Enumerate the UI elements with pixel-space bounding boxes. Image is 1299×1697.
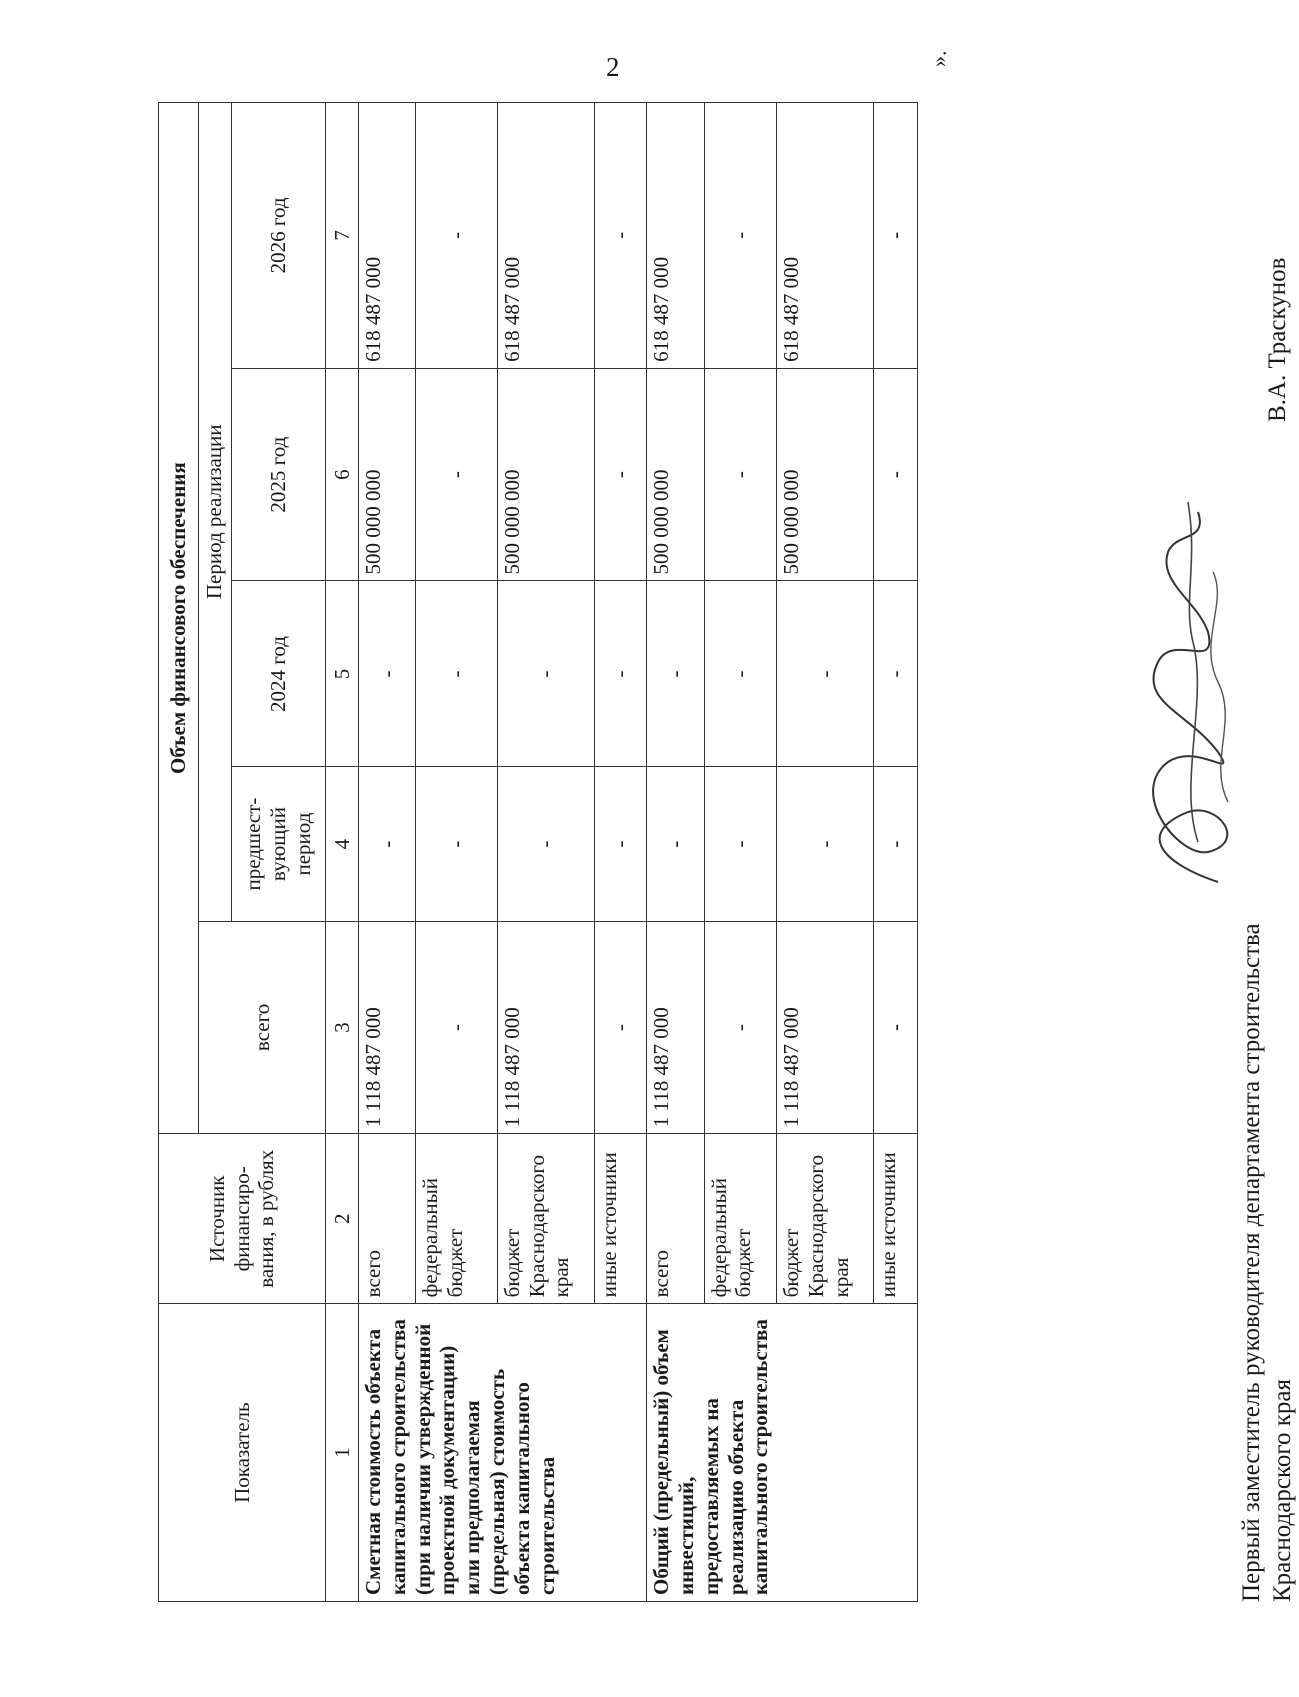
y2024-cell: - [873,581,917,767]
source-cell: иные источники [873,1134,917,1304]
y2025-cell: 500 000 000 [359,368,416,581]
rotated-sheet [148,50,1297,1602]
header-previous: предшест-вующий период [231,767,326,921]
col-number: 3 [326,921,359,1134]
total-cell: - [704,921,777,1134]
header-2026: 2026 год [231,103,326,369]
indicator-cell: Общий (предельный) объем инвестиций, предоставляемых на реализацию объекта капитального строительства [647,1304,918,1602]
source-cell: бюджет Краснодарского края [777,1134,874,1304]
previous-cell: - [873,767,917,921]
y2024-cell: - [777,581,874,767]
col-number: 4 [326,767,359,921]
previous-cell: - [594,767,647,921]
total-cell: 1 118 487 000 [647,921,704,1134]
signatory-name: В.А. Траскунов [1264,257,1291,422]
header-row-1 [159,103,199,1602]
table-row [647,103,704,1602]
y2024-cell: - [704,581,777,767]
col-number: 5 [326,581,359,767]
col-number: 7 [326,103,359,369]
header-total: всего [198,921,326,1134]
y2026-cell: 618 487 000 [497,103,594,369]
header-group-title: Объем финансового обеспечения [159,103,199,1134]
total-cell: 1 118 487 000 [777,921,874,1134]
y2024-cell: - [359,581,416,767]
source-cell: бюджет Краснодарского края [497,1134,594,1304]
header-2024: 2024 год [231,581,326,767]
y2024-cell: - [647,581,704,767]
y2026-cell: 618 487 000 [647,103,704,369]
y2025-cell: 500 000 000 [777,368,874,581]
handwritten-signature [1098,482,1288,902]
y2024-cell: - [416,581,497,767]
y2025-cell: 500 000 000 [647,368,704,581]
y2024-cell: - [594,581,647,767]
header-period-group: Период реализации [198,103,231,922]
header-indicator: Показатель [159,1304,326,1602]
previous-cell: - [359,767,416,921]
col-number: 2 [326,1134,359,1304]
y2025-cell: - [594,368,647,581]
y2026-cell: 618 487 000 [359,103,416,369]
source-cell: иные источники [594,1134,647,1304]
col-number: 1 [326,1304,359,1602]
page-number: 2 [606,52,620,82]
signatory-title: Первый заместитель руководителя департамента строительства Краснодарского края [1238,923,1297,1602]
total-cell: - [416,921,497,1134]
previous-cell: - [497,767,594,921]
total-cell: 1 118 487 000 [359,921,416,1134]
y2026-cell: 618 487 000 [777,103,874,369]
source-cell: всего [359,1134,416,1304]
previous-cell: - [647,767,704,921]
source-cell: всего [647,1134,704,1304]
header-source: Источник финансиро-вания, в рублях [159,1134,326,1304]
y2026-cell: - [704,103,777,369]
y2025-cell: 500 000 000 [497,368,594,581]
y2026-cell: - [594,103,647,369]
y2025-cell: - [873,368,917,581]
financing-table [158,102,918,1602]
total-cell: 1 118 487 000 [497,921,594,1134]
table-row [359,103,416,1602]
y2026-cell: - [873,103,917,369]
closing-quote: ». [926,50,951,67]
col-number: 6 [326,368,359,581]
y2025-cell: - [704,368,777,581]
y2025-cell: - [416,368,497,581]
source-cell: федеральный бюджет [704,1134,777,1304]
header-2025: 2025 год [231,368,326,581]
total-cell: - [594,921,647,1134]
y2024-cell: - [497,581,594,767]
column-number-row [326,103,359,1602]
y2026-cell: - [416,103,497,369]
total-cell: - [873,921,917,1134]
previous-cell: - [777,767,874,921]
previous-cell: - [704,767,777,921]
indicator-cell: Сметная стоимость объекта капитального строительства (при наличии утвержденной проектной документации) или предполагаемая (предельная) стоимость объекта капитального строительства [359,1304,647,1602]
source-cell: федеральный бюджет [416,1134,497,1304]
previous-cell: - [416,767,497,921]
